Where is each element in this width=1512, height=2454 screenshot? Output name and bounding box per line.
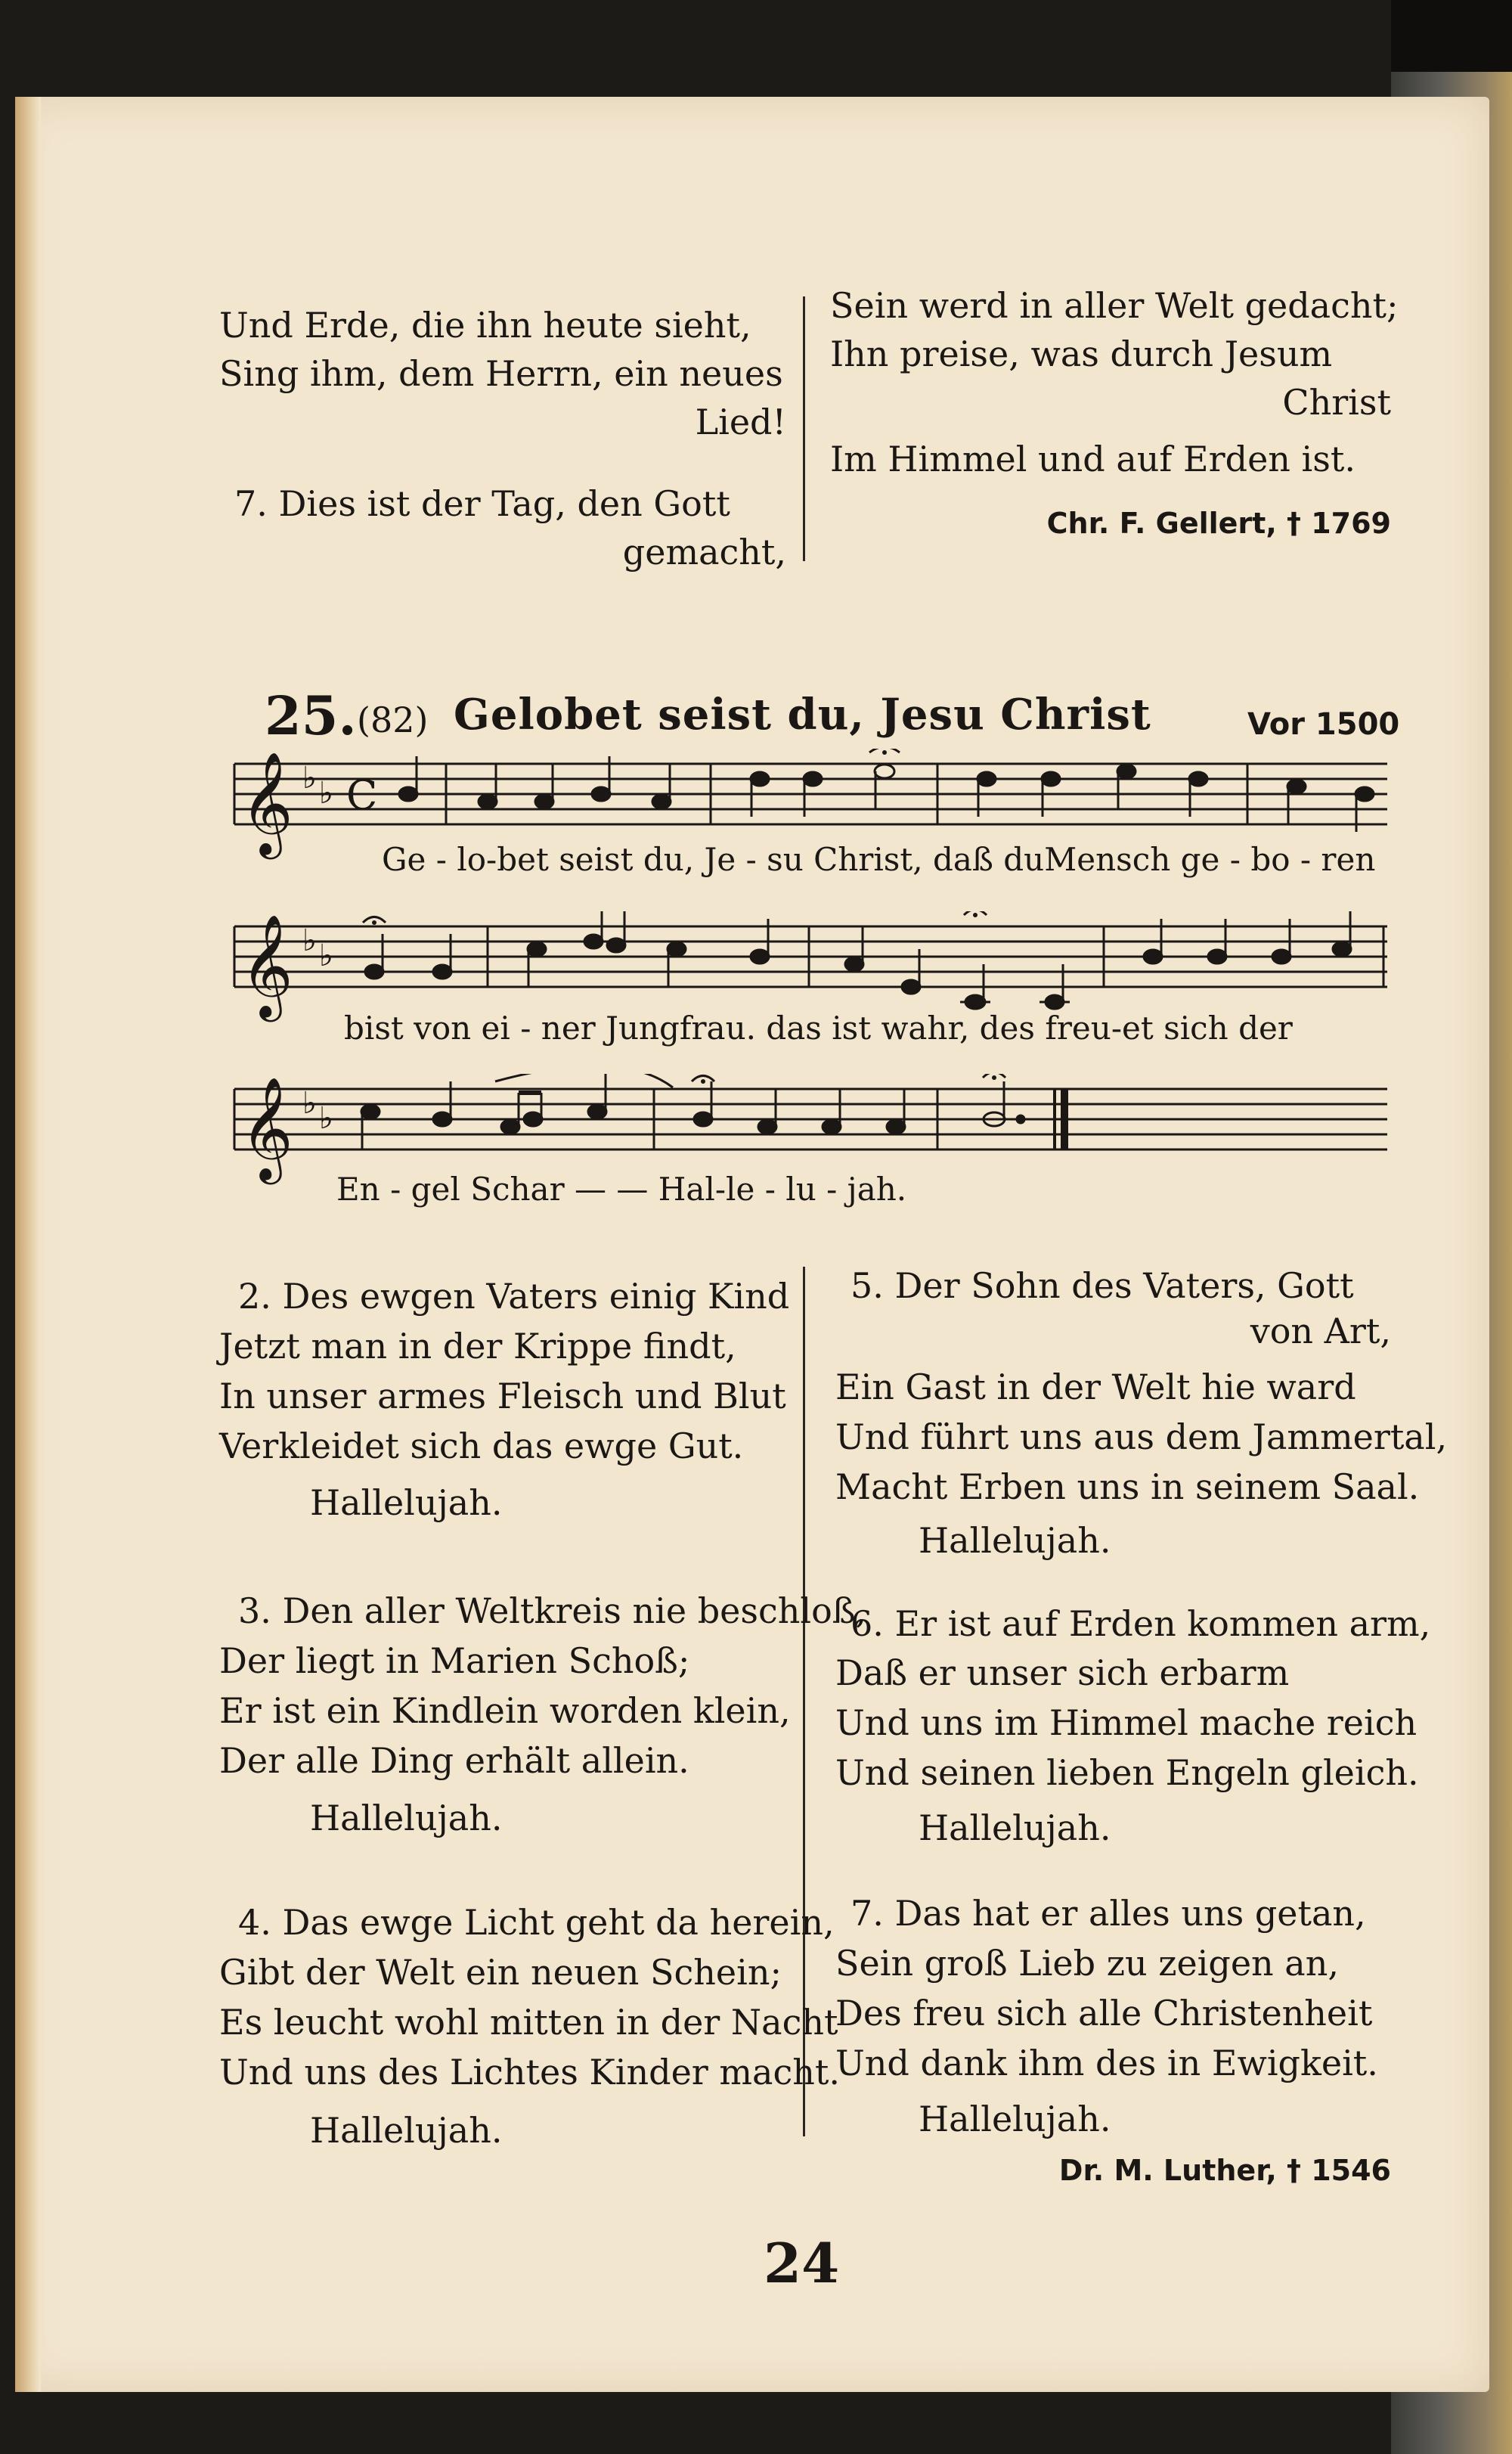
- page-gutter: [15, 97, 41, 2392]
- verse-5-line-1b: von Art,: [1250, 1311, 1391, 1351]
- page-number: 24: [764, 2231, 840, 2295]
- verse-6-line-2: Daß er unser sich erbarm: [835, 1652, 1290, 1693]
- verse-4-line-4: Und uns des Lichtes Kinder macht.: [219, 2052, 840, 2093]
- verse-2-refrain: Hallelujah.: [310, 1482, 503, 1523]
- svg-text:𝄞: 𝄞: [240, 750, 293, 855]
- verse-2-line-1: 2. Des ewgen Vaters einig Kind: [238, 1276, 790, 1317]
- svg-text:𝄞: 𝄞: [240, 913, 293, 1017]
- verse-7-line-3: Des freu sich alle Christenheit: [835, 1993, 1373, 2034]
- verse-7-line-4: Und dank ihm des in Ewigkeit.: [835, 2043, 1378, 2083]
- verse-2-line-4: Verkleidet sich das ewge Gut.: [219, 1426, 744, 1466]
- top-right-line-2: Ihn preise, was durch Jesum: [830, 334, 1333, 374]
- verse-2-line-2: Jetzt man in der Krippe findt,: [219, 1326, 736, 1367]
- bottom-attribution: Dr. M. Luther, † 1546: [1058, 2154, 1391, 2187]
- top-left-verse7-line2: gemacht,: [622, 532, 786, 572]
- top-left-line-1: Und Erde, die ihn heute sieht,: [219, 305, 751, 346]
- verse-3-line-3: Er ist ein Kindlein worden klein,: [219, 1690, 791, 1731]
- verse-3-refrain: Hallelujah.: [310, 1798, 503, 1838]
- hymn-date: Vor 1500: [1247, 707, 1400, 742]
- svg-text:♭: ♭: [319, 1101, 333, 1136]
- verse-6-line-3: Und uns im Himmel mache reich: [835, 1702, 1418, 1743]
- svg-text:♭: ♭: [302, 923, 317, 958]
- verse-3-line-4: Der alle Ding erhält allein.: [219, 1740, 689, 1781]
- verse-6-refrain: Hallelujah.: [919, 1807, 1111, 1848]
- svg-text:♭: ♭: [302, 1086, 317, 1121]
- verse-7-line-2: Sein groß Lieb zu zeigen an,: [835, 1943, 1339, 1984]
- lyrics-line-2: bist von ei - ner Jungfrau. das ist wahr, des freu-et sich der: [344, 1010, 1293, 1047]
- verse-3-line-1: 3. Den aller Weltkreis nie beschloß,: [238, 1590, 867, 1631]
- svg-text:♭: ♭: [302, 761, 317, 796]
- verse-2-line-3: In unser armes Fleisch und Blut: [219, 1376, 786, 1416]
- svg-text:♭: ♭: [319, 776, 333, 811]
- verse-4-line-3: Es leucht wohl mitten in der Nacht: [219, 2002, 838, 2043]
- book-cover-top: [1391, 0, 1512, 72]
- verse-5-line-4: Macht Erben uns in seinem Saal.: [835, 1466, 1420, 1507]
- verse-6-line-1: 6. Er ist auf Erden kommen arm,: [850, 1603, 1431, 1644]
- hymn-alt-number: (82): [357, 700, 429, 740]
- verse-5-line-3: Und führt uns aus dem Jammertal,: [835, 1416, 1448, 1457]
- lyrics-line-1: Ge - lo-bet seist du, Je - su Christ, daß duMensch ge - bo - ren: [382, 841, 1376, 878]
- top-left-line-2: Sing ihm, dem Herrn, ein neues: [219, 353, 783, 394]
- hymn-title: Gelobet seist du, Jesu Christ: [454, 690, 1151, 740]
- lyrics-line-3: En - gel Schar — — Hal-le - lu - jah.: [336, 1171, 907, 1208]
- verse-7-line-1: 7. Das hat er alles uns getan,: [850, 1893, 1366, 1934]
- top-left-verse7-line1: 7. Dies ist der Tag, den Gott: [234, 483, 730, 524]
- verse-4-line-1: 4. Das ewge Licht geht da herein,: [238, 1902, 835, 1943]
- hymn-number: 25.: [265, 684, 357, 747]
- verse-4-line-2: Gibt der Welt ein neuen Schein;: [219, 1952, 782, 1993]
- svg-text:𝄞: 𝄞: [240, 1075, 293, 1180]
- verse-5-line-1: 5. Der Sohn des Vaters, Gott: [850, 1265, 1354, 1306]
- top-right-attribution: Chr. F. Gellert, † 1769: [1046, 507, 1391, 540]
- top-left-line-3: Lied!: [695, 402, 786, 442]
- column-rule-top: [803, 296, 805, 561]
- top-right-line-1: Sein werd in aller Welt gedacht;: [830, 285, 1399, 326]
- verse-5-refrain: Hallelujah.: [919, 1520, 1111, 1561]
- verse-6-line-4: Und seinen lieben Engeln gleich.: [835, 1752, 1419, 1793]
- svg-text:♭: ♭: [319, 938, 333, 973]
- verse-7-refrain: Hallelujah.: [919, 2099, 1111, 2139]
- verse-5-line-2: Ein Gast in der Welt hie ward: [835, 1367, 1356, 1407]
- svg-text:C: C: [346, 771, 378, 819]
- top-right-line-4: Im Himmel und auf Erden ist.: [830, 439, 1356, 479]
- verse-4-refrain: Hallelujah.: [310, 2110, 503, 2151]
- top-right-line-3: Christ: [1282, 382, 1391, 423]
- verse-3-line-2: Der liegt in Marien Schoß;: [219, 1640, 690, 1681]
